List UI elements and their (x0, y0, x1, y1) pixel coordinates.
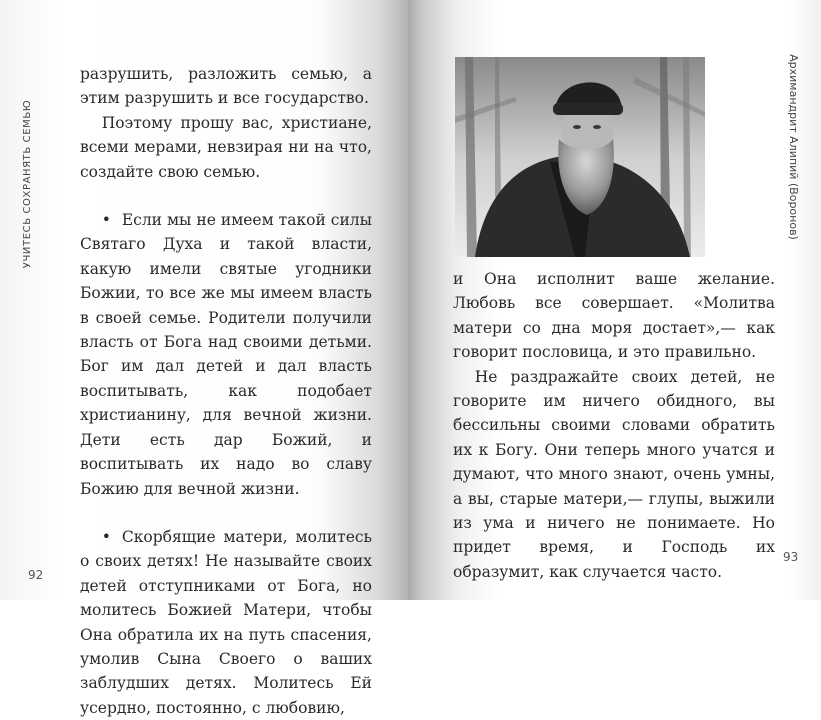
bullet-icon: • (101, 527, 111, 546)
page-number-right: 93 (783, 550, 799, 564)
running-head-left: УЧИТЕСЬ СОХРАНЯТЬ СЕМЬЮ (22, 99, 33, 269)
bullet-paragraph (80, 525, 372, 720)
paragraph: Не раздражайте своих детей, не говорите им ничего обидного, вы бессильны своими словами обратить их к Богу. Они теперь много учатся и думают, что много знают, очень умны, а вы, старые матери,— глупы, выжили из ума и ничего не понимаете. Но придет время, и Господь их образумит, как случается часто. (453, 367, 775, 581)
paragraph: и Она исполнит ваше желание. Любовь все совершает. «Молитва матери со дна моря достает»,— как говорит пословица, и это правильно. (453, 270, 775, 362)
right-page-text (453, 267, 775, 584)
bullet-icon: • (101, 211, 111, 230)
bullet-paragraph (80, 208, 372, 501)
paragraph-text: Скорбящие матери, молитесь о своих детях! Не называйте своих детей отступниками от Бога, но молитесь Божией Матери, чтобы Она обратила их на путь спасения, умолив Сына Своего о ваших заблудших детях. Молитесь Ей усердно, постоянно, с любовию, (80, 527, 372, 717)
left-page (0, 0, 408, 717)
portrait-photo (455, 57, 705, 257)
page-number-left: 92 (28, 568, 44, 582)
running-head-right: Архимандрит Алипий (Воронов) (787, 54, 800, 240)
paragraph-text: Если мы не имеем такой силы Святаго Духа и такой власти, какую имели святые угодники Божии, то все же мы имеем власть в своей семье. Родители получили власть от Бога над своими детьми. Бог им дал детей и дал власть воспитывать, как подобает христианину, для вечной жизни. Дети есть дар Божий, и воспитывать их надо во славу Божию для вечной жизни. (80, 211, 372, 498)
portrait-photo-drawing (455, 57, 705, 257)
paragraph: разрушить, разложить семью, а этим разрушить и все государство. (80, 65, 372, 108)
left-page-text (80, 62, 372, 720)
paragraph: Поэтому прошу вас, христиане, всеми мерами, невзирая ни на что, создайте свою семью. (80, 113, 372, 181)
